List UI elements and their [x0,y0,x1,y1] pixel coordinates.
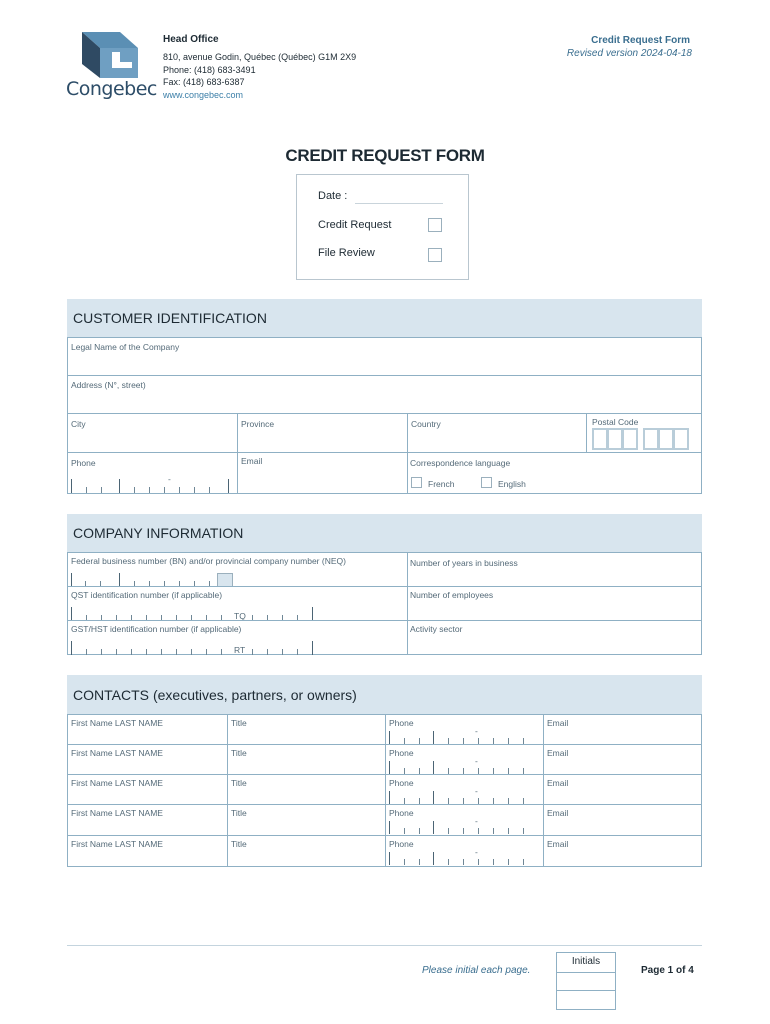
form-name: Credit Request Form [591,35,690,46]
customer-section-heading [67,299,702,338]
company-heading-text: COMPANY INFORMATION [73,525,244,541]
french-checkbox[interactable] [411,477,422,488]
website-link[interactable]: www.congebec.com [163,90,244,100]
contact-phone-tick [433,761,434,774]
bn-tick [119,573,120,587]
request-type-box [296,174,469,280]
postal-code-box[interactable] [592,428,608,450]
bn-tick [71,573,72,587]
postal-code-box[interactable] [673,428,689,450]
gst-tick [116,649,117,655]
contact-email-label: Email [547,808,569,818]
city-label: City [71,419,86,429]
postal-code-box[interactable] [607,428,623,450]
footer-divider [67,945,702,946]
legal-name-label: Legal Name of the Company [71,342,180,352]
contact-title-field[interactable] [227,774,386,805]
contact-title-label: Title [231,748,247,758]
customer-heading-text: CUSTOMER IDENTIFICATION [73,310,267,326]
bn-shaded-box [217,573,233,587]
qst-field[interactable] [67,586,408,621]
email-field[interactable] [237,452,408,494]
contact-phone-field[interactable] [385,774,544,805]
contacts-heading-note: (executives, partners, or owners) [152,686,357,703]
contact-email-field[interactable] [543,774,702,805]
contact-phone-tick [419,828,420,834]
credit-request-checkbox[interactable] [428,218,442,232]
contact-title-field[interactable] [227,744,386,775]
gst-tick [312,641,313,655]
sector-label: Activity sector [410,624,463,634]
contact-phone-label: Phone [389,808,414,818]
address-field[interactable] [67,375,702,414]
gst-tick [131,649,132,655]
contact-name-label: First Name LAST NAME [71,718,163,728]
contact-phone-label: Phone [389,748,414,758]
phone-tick [164,487,165,493]
contact-email-field[interactable] [543,744,702,775]
contact-phone-tick [433,852,434,865]
contact-title-label: Title [231,778,247,788]
email-label: Email [241,456,263,466]
province-field[interactable] [237,413,408,453]
language-field [407,452,702,494]
province-label: Province [241,419,275,429]
phone-tick [134,487,135,493]
contact-phone-dash: - [475,786,478,796]
employees-field[interactable] [407,586,702,621]
gst-suffix: RT [234,645,246,655]
contact-phone-dash: - [475,847,478,857]
contact-phone-tick [389,791,390,804]
phone-field[interactable] [67,452,238,494]
file-review-label: File Review [318,247,375,259]
gst-field[interactable] [67,620,408,655]
country-field[interactable] [407,413,587,453]
contact-phone-tick [478,859,479,865]
contact-phone-label: Phone [389,718,414,728]
employees-label: Number of employees [410,590,494,600]
years-in-business-field[interactable] [407,552,702,587]
contact-phone-tick [508,859,509,865]
gst-tick [161,649,162,655]
phone-tick [209,487,210,493]
contact-name-field[interactable] [67,744,228,775]
gst-tick [101,649,102,655]
french-label: French [428,479,455,489]
phone-tick [86,487,87,493]
phone-label: Phone [71,458,96,468]
company-section-heading [67,514,702,553]
gst-label: GST/HST identification number (if applicable) [71,624,242,634]
contact-title-label: Title [231,839,247,849]
revision-date: Revised version 2024-04-18 [566,48,692,59]
gst-tick [191,649,192,655]
city-field[interactable] [67,413,238,453]
contact-name-label: First Name LAST NAME [71,748,163,758]
office-fax: Fax: (418) 683-6387 [163,77,245,87]
contact-email-label: Email [547,718,569,728]
years-label: Number of years in business [410,558,518,568]
english-checkbox[interactable] [481,477,492,488]
contact-phone-dash: - [475,816,478,826]
gst-tick [267,649,268,655]
date-field[interactable] [355,203,443,204]
contact-phone-dash: - [475,756,478,766]
address-label: Address (N°, street) [71,380,146,390]
contact-phone-tick [508,828,509,834]
contact-email-label: Email [547,748,569,758]
country-label: Country [411,419,441,429]
contact-phone-tick [433,791,434,804]
initials-divider [557,990,615,991]
contact-email-label: Email [547,778,569,788]
contact-name-field[interactable] [67,804,228,836]
contact-phone-tick [463,828,464,834]
contact-phone-tick [404,828,405,834]
contact-name-label: First Name LAST NAME [71,839,163,849]
phone-tick [149,487,150,493]
contact-name-field[interactable] [67,774,228,805]
bn-label: Federal business number (BN) and/or provincial company number (NEQ) [71,556,346,566]
contact-title-field[interactable] [227,804,386,836]
contact-phone-tick [463,859,464,865]
contact-email-field[interactable] [543,835,702,867]
office-address: 810, avenue Godin, Québec (Québec) G1M 2X9 [163,52,357,62]
english-label: English [498,479,526,489]
initials-box [556,952,616,1010]
gst-tick [252,649,253,655]
contact-phone-tick [389,761,390,774]
contact-phone-tick [523,859,524,865]
contact-name-label: First Name LAST NAME [71,808,163,818]
file-review-checkbox[interactable] [428,248,442,262]
contact-phone-label: Phone [389,839,414,849]
office-title: Head Office [163,34,219,45]
postal-code-label: Postal Code [592,417,639,427]
contact-email-field[interactable] [543,714,702,745]
logo [66,30,157,102]
credit-request-label: Credit Request [318,219,392,231]
congebec-logo-icon [80,30,142,80]
contact-phone-field[interactable] [385,714,544,745]
contacts-section-heading [67,675,702,715]
contact-phone-tick [389,731,390,744]
contact-phone-tick [523,828,524,834]
qst-tick [71,607,72,621]
phone-tick [228,479,229,493]
contact-name-field[interactable] [67,714,228,745]
language-label: Correspondence language [410,458,511,468]
contact-phone-tick [478,828,479,834]
phone-dash: - [168,474,171,484]
contact-phone-dash: - [475,726,478,736]
legal-name-field[interactable] [67,337,702,376]
qst-suffix: TQ [234,611,246,621]
phone-tick [179,487,180,493]
contact-phone-tick [433,731,434,744]
contact-phone-tick [389,852,390,865]
logo-wordmark: Congebec [66,78,157,100]
bn-field[interactable] [67,552,408,587]
contact-name-field[interactable] [67,835,228,867]
contact-phone-tick [448,828,449,834]
phone-tick [194,487,195,493]
postal-code-box[interactable] [658,428,674,450]
contact-phone-tick [448,859,449,865]
contact-email-label: Email [547,839,569,849]
activity-sector-field[interactable] [407,620,702,655]
initial-note: Please initial each page. [422,965,531,976]
contact-title-label: Title [231,808,247,818]
date-label: Date : [318,190,348,202]
gst-tick [86,649,87,655]
contact-phone-field[interactable] [385,744,544,775]
contact-phone-tick [433,821,434,834]
postal-code-box[interactable] [643,428,659,450]
gst-tick [221,649,222,655]
gst-tick [146,649,147,655]
contact-title-field[interactable] [227,835,386,867]
contact-phone-tick [493,828,494,834]
phone-tick [71,479,72,493]
gst-tick [297,649,298,655]
contact-phone-tick [389,821,390,834]
contact-phone-field[interactable] [385,804,544,836]
page-number: Page 1 of 4 [641,965,694,976]
contact-title-field[interactable] [227,714,386,745]
gst-tick [206,649,207,655]
contact-name-label: First Name LAST NAME [71,778,163,788]
contact-email-field[interactable] [543,804,702,836]
initials-label: Initials [571,956,601,967]
contact-phone-tick [493,859,494,865]
qst-label: QST identification number (if applicable) [71,590,223,600]
contact-phone-tick [419,859,420,865]
phone-tick [101,487,102,493]
gst-tick [176,649,177,655]
postal-code-box[interactable] [622,428,638,450]
contacts-heading-text: CONTACTS [73,686,149,703]
phone-tick [119,479,120,493]
office-phone: Phone: (418) 683-3491 [163,65,256,75]
page-title: CREDIT REQUEST FORM [285,146,485,165]
contact-phone-field[interactable] [385,835,544,867]
postal-code-field [586,413,702,453]
contact-title-label: Title [231,718,247,728]
initials-input[interactable] [557,973,615,990]
qst-tick [312,607,313,621]
contact-phone-label: Phone [389,778,414,788]
gst-tick [71,641,72,655]
gst-tick [282,649,283,655]
contact-phone-tick [404,859,405,865]
